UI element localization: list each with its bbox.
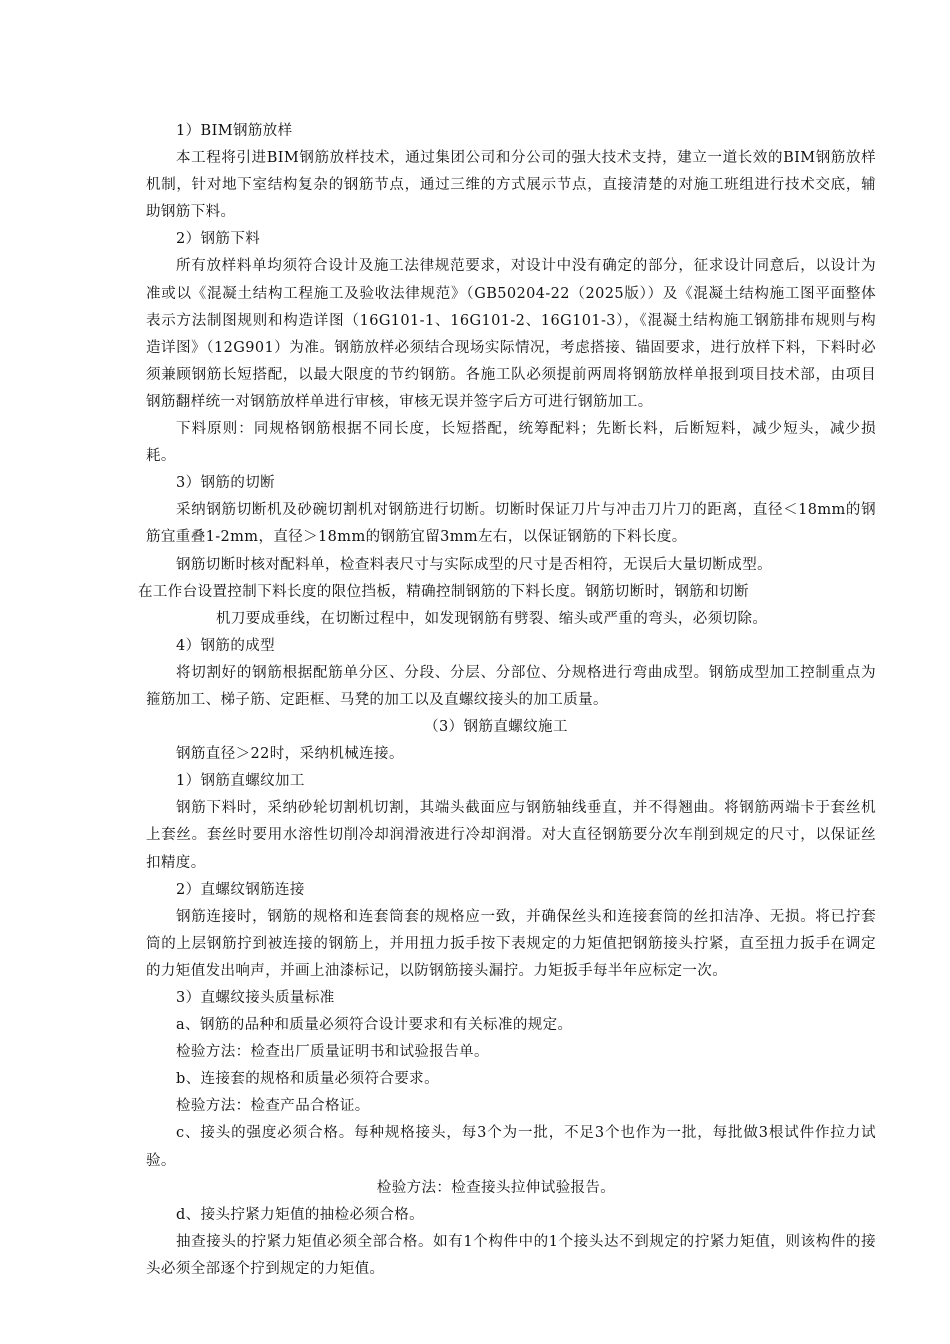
- subheading-quality-standard: 3）直螺纹接头质量标准: [176, 990, 335, 1006]
- inspection-method-c: 检验方法：检查接头拉伸试验报告。: [376, 1179, 616, 1196]
- subheading-rebar-cutting-list: 2）钢筋下料: [176, 231, 261, 248]
- subheading-rebar-forming: 4）钢筋的成型: [176, 637, 276, 654]
- subheading-thread-processing: 1）钢筋直螺纹加工: [176, 773, 305, 790]
- paragraph-limit-baffle-line1: 在工作台设置控制下料长度的限位挡板，精确控制钢筋的下料长度。钢筋切断时，钢筋和切断: [138, 583, 749, 600]
- subheading-rebar-cutting: 3）钢筋的切断: [176, 475, 276, 492]
- document-body: [138, 118, 876, 1283]
- inspection-method-b: 检验方法：检查产品合格证。: [176, 1098, 370, 1115]
- paragraph-cutting-check: 钢筋切断时核对配料单，检查料表尺寸与实际成型的尺寸是否相符，无误后大量切断成型。: [176, 556, 772, 573]
- paragraph-torque-check: 抽查接头的拧紧力矩值必须全部合格。如有1个构件中的1个接头达不到规定的拧紧力矩值，则该构件的接头必须全部逐个拧到规定的力矩值。: [146, 1233, 876, 1277]
- paragraph-cutting-principle: 下料原则：同规格钢筋根据不同长度，长短搭配，统筹配料；先断长料，后断短料，减少短头，减少损耗。: [146, 421, 876, 465]
- subheading-bim-rebar-layout: 1）BIM钢筋放样: [176, 123, 293, 139]
- paragraph-thread-processing: 钢筋下料时，采纳砂轮切割机切割，其端头截面应与钢筋轴线垂直，并不得翘曲。将钢筋两端卡于套丝机上套丝。套丝时要用水溶性切削冷却润滑液进行冷却润滑。对大直径钢筋要分次车削到规定的尺寸，以保证丝扣精度。: [146, 800, 876, 871]
- paragraph-rebar-cutting-list: 所有放样料单均须符合设计及施工法律规范要求，对设计中没有确定的部分，征求设计同意后，以设计为准或以《混凝土结构工程施工及验收法律规范》（GB50204-22（2025版））及《混凝土结构施工图平面整体表示方法制图规则和构造详图（16G101-1、16G101-2、16G101-3），《混凝土结构施工钢筋排布规则与构造详图》（12G901）为准。钢筋放样必须结合现场实际情况，考虑搭接、锚固要求，进行放样下料，下料时必须兼顾钢筋长短搭配，以最大限度的节约钢筋。各施工队必须提前两周将钢筋放样单报到项目技术部，由项目钢筋翻样统一对钢筋放样单进行审核，审核无误并签字后方可进行钢筋加工。: [146, 258, 876, 410]
- paragraph-rebar-cutting: 采纳钢筋切断机及砂碗切割机对钢筋进行切断。切断时保证刀片与冲击刀片刀的距离，直径＜18mm的钢筋宜重叠1-2mm，直径＞18mm的钢筋宜留3mm左右，以保证钢筋的下料长度。: [146, 502, 876, 546]
- paragraph-limit-baffle-line2: 机刀要成垂线，在切断过程中，如发现钢筋有劈裂、缩头或严重的弯头，必须切除。: [216, 610, 768, 627]
- inspection-method-a: 检验方法：检查出厂质量证明书和试验报告单。: [176, 1044, 489, 1061]
- item-b: b、连接套的规格和质量必须符合要求。: [176, 1071, 439, 1088]
- paragraph-rebar-forming: 将切割好的钢筋根据配筋单分区、分段、分层、分部位、分规格进行弯曲成型。钢筋成型加工控制重点为箍筋加工、梯子筋、定距框、马凳的加工以及直螺纹接头的加工质量。: [146, 664, 876, 708]
- subheading-thread-connection: 2）直螺纹钢筋连接: [176, 881, 305, 898]
- item-c: c、接头的强度必须合格。每种规格接头，每3个为一批，不足3个也作为一批，每批做3根试件作拉力试验。: [146, 1125, 876, 1169]
- item-d: d、接头拧紧力矩值的抽检必须合格。: [176, 1206, 425, 1223]
- paragraph-thread-connection: 钢筋连接时，钢筋的规格和连套筒套的规格应一致，并确保丝头和连接套筒的丝扣洁净、无损。将已拧套筒的上层钢筋拧到被连接的钢筋上，并用扭力扳手按下表规定的力矩值把钢筋接头拧紧，直至扭力扳手在调定的力矩值发出响声，并画上油漆标记，以防钢筋接头漏拧。力矩扳手每半年应标定一次。: [146, 908, 876, 979]
- paragraph-mechanical-connection: 钢筋直径＞22时，采纳机械连接。: [176, 746, 404, 763]
- paragraph-bim-rebar-layout: 本工程将引进BIM钢筋放样技术，通过集团公司和分公司的强大技术支持，建立一道长效的BIM钢筋放样机制，针对地下室结构复杂的钢筋节点，通过三维的方式展示节点，直接清楚的对施工班组进行技术交底，辅助钢筋下料。: [146, 150, 876, 221]
- item-a: a、钢筋的品种和质量必须符合设计要求和有关标准的规定。: [176, 1017, 573, 1034]
- section-heading-straight-thread: （3）钢筋直螺纹施工: [424, 719, 568, 736]
